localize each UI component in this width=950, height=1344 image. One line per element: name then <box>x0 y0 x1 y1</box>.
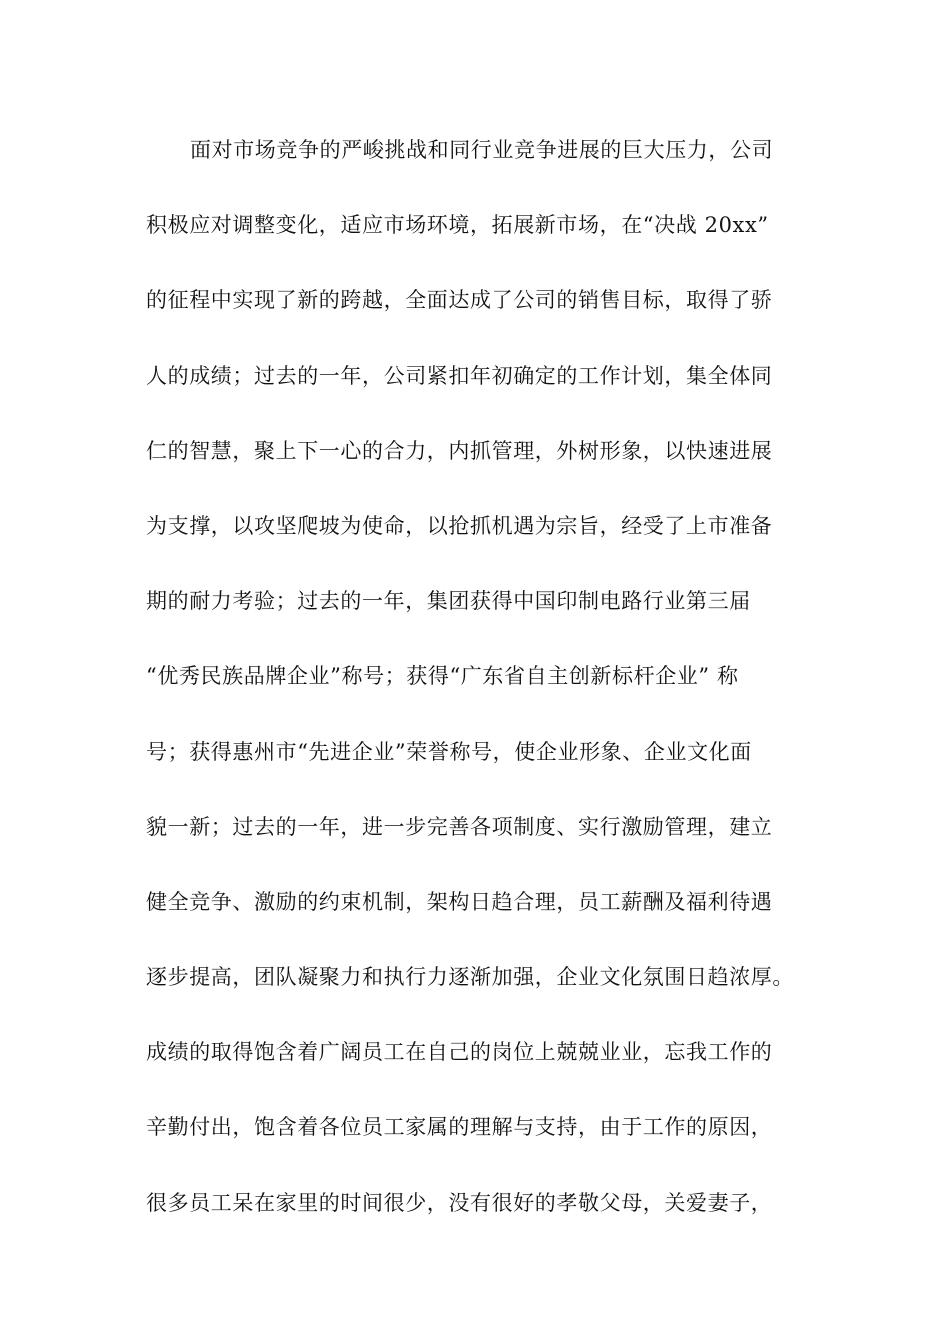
text-line: 号；获得惠州市“先进企业”荣誉称号，使企业形象、企业文化面 <box>146 739 752 764</box>
text-line: 很多员工呆在家里的时间很少，没有很好的孝敬父母，关爱妻子， <box>146 1190 773 1215</box>
text-line: 面对市场竞争的严峻挑战和同行业竞争进展的巨大压力，公司 <box>190 138 774 162</box>
text-line: 的征程中实现了新的跨越，全面达成了公司的销售目标，取得了骄 <box>146 288 773 313</box>
text-line: 期的耐力考验；过去的一年，集团获得中国印制电路行业第三届 <box>146 589 751 614</box>
text-line: 逐步提高，团队凝聚力和执行力逐渐加强，企业文化氛围日趋浓厚。 <box>146 965 794 990</box>
text-line: 貌一新；过去的一年，进一步完善各项制度、实行激励管理，建立 <box>146 814 773 839</box>
text-line: 辛勤付出，饱含着各位员工家属的理解与支持，由于工作的原因， <box>146 1115 773 1140</box>
text-line: 仁的智慧，聚上下一心的合力，内抓管理，外树形象，以快速进展 <box>146 438 773 463</box>
text-line: 健全竞争、激励的约束机制，架构日趋合理，员工薪酬及福利待遇 <box>146 889 773 914</box>
text-line: “优秀民族品牌企业”称号；获得“广东省自主创新标杆企业” 称 <box>146 664 739 689</box>
text-line: 成绩的取得饱含着广阔员工在自己的岗位上兢兢业业，忘我工作的 <box>146 1040 773 1065</box>
text-line: 人的成绩；过去的一年，公司紧扣年初确定的工作计划，集全体同 <box>146 363 773 388</box>
body-paragraph <box>146 128 826 1256</box>
text-line: 积极应对调整变化，适应市场环境，拓展新市场，在“决战 20xx” <box>146 213 769 238</box>
text-line: 为支撑，以攻坚爬坡为使命，以抢抓机遇为宗旨，经受了上市准备 <box>146 513 773 538</box>
